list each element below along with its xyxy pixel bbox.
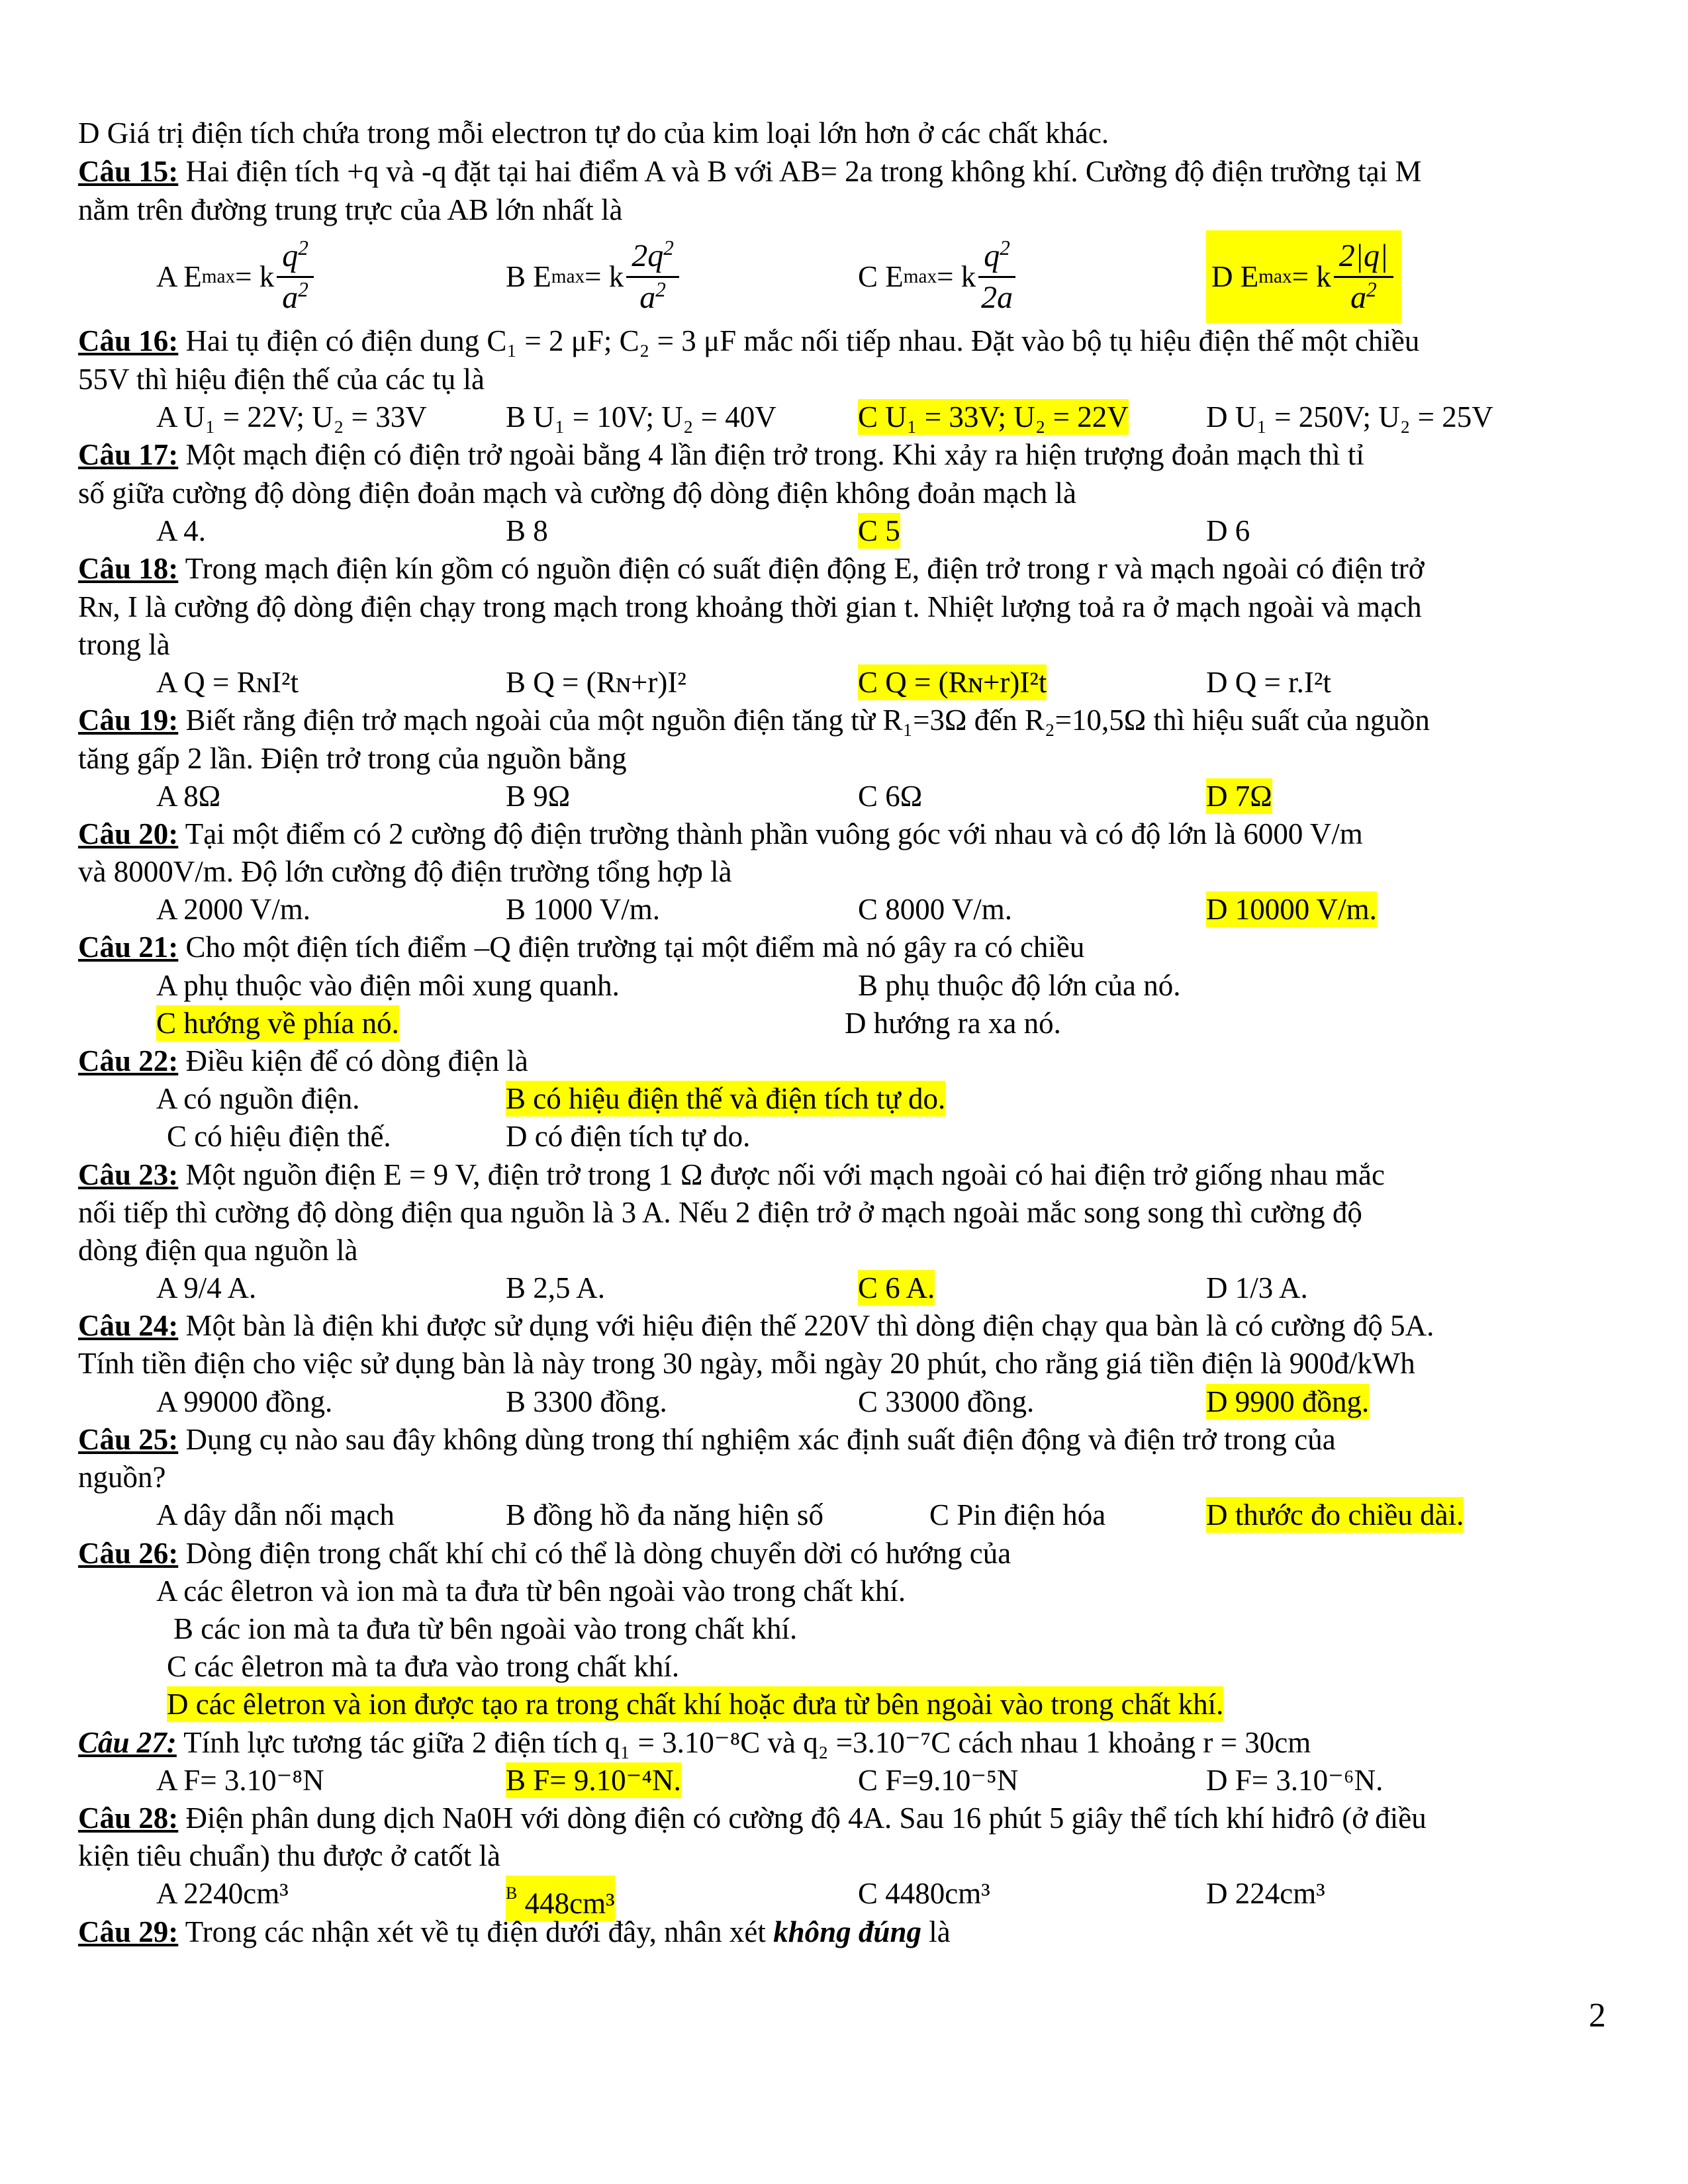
question-24-line2: Tính tiền điện cho việc sử dụng bàn là này trong 30 ngày, mỗi ngày 20 phút, cho rằng giá tiền điện là 900đ/kWh <box>78 1347 1415 1380</box>
question-23: Câu 23: Một nguồn điện E = 9 V, điện trở trong 1 Ω được nối với mạch ngoài có hai điện trở giống nhau mắc <box>78 1158 1385 1191</box>
question-15: Câu 15: Hai điện tích +q và -q đặt tại hai điểm A và B với AB= 2a trong không khí. Cường độ điện trường tại M <box>78 155 1422 188</box>
question-label: Câu 15: <box>78 155 179 188</box>
q17-option-b: B 8 <box>506 514 548 547</box>
question-25-line2: nguồn? <box>78 1461 166 1494</box>
q19-option-b: B 9Ω <box>506 780 571 813</box>
q23-option-a: A 9/4 A. <box>156 1271 257 1304</box>
question-16: Câu 16: Hai tụ điện có điện dung C₁ = 2 μF; C₂ = 3 μF mắc nối tiếp nhau. Đặt vào bộ tụ hiệu điện thế một chiều <box>78 324 1420 357</box>
q27-option-c: C F=9.10⁻⁵N <box>858 1764 1019 1797</box>
q18-option-c-answer: C Q = (Rɴ+r)I²t <box>858 666 1047 699</box>
q19-option-d-answer: D 7Ω <box>1206 780 1272 813</box>
q18-option-d: D Q = r.I²t <box>1206 666 1331 699</box>
q25-option-b: B đồng hồ đa năng hiện số <box>506 1498 823 1531</box>
q27-option-d: D F= 3.10⁻⁶N. <box>1206 1764 1383 1797</box>
q23-option-c-answer: C 6 A. <box>858 1271 935 1304</box>
question-23-line2: nối tiếp thì cường độ dòng điện qua nguồn là 3 A. Nếu 2 điện trở ở mạch ngoài mắc song song thì cường độ <box>78 1196 1362 1229</box>
question-23-line3: dòng điện qua nguồn là <box>78 1234 358 1267</box>
q26-option-d-answer: D các êletron và ion được tạo ra trong chất khí hoặc đưa từ bên ngoài vào trong chất khí. <box>167 1688 1224 1721</box>
q24-option-b: B 3300 đồng. <box>506 1385 667 1418</box>
q23-option-b: B 2,5 A. <box>506 1271 606 1304</box>
question-18-line3: trong là <box>78 628 170 661</box>
q20-option-c: C 8000 V/m. <box>858 893 1012 926</box>
q26-option-a: A các êletron và ion mà ta đưa từ bên ngoài vào trong chất khí. <box>156 1574 906 1608</box>
question-26: Câu 26: Dòng điện trong chất khí chỉ có thể là dòng chuyển dời có hướng của <box>78 1537 1011 1570</box>
page-number: 2 <box>1589 1997 1606 2034</box>
question-19: Câu 19: Biết rằng điện trở mạch ngoài của một nguồn điện tăng từ R₁=3Ω đến R₂=10,5Ω thì hiệu suất của nguồn <box>78 704 1430 737</box>
q20-option-d-answer: D 10000 V/m. <box>1206 893 1377 926</box>
question-20-line2: và 8000V/m. Độ lớn cường độ điện trường tổng hợp là <box>78 855 732 888</box>
q21-option-c-answer: C hướng về phía nó. <box>156 1007 399 1040</box>
q17-option-a: A 4. <box>156 514 207 547</box>
q28-option-b-answer: $^B$ 448cm³ <box>506 1876 615 1921</box>
q21-option-b: B phụ thuộc độ lớn của nó. <box>858 969 1181 1002</box>
q17-option-d: D 6 <box>1206 514 1250 547</box>
question-17-line2: số giữa cường độ dòng điện đoản mạch và cường độ dòng điện không đoản mạch là <box>78 477 1076 510</box>
q28-option-d: D 224cm³ <box>1206 1877 1325 1910</box>
question-24: Câu 24: Một bàn là điện khi được sử dụng với hiệu điện thế 220V thì dòng điện chạy qua bàn là có cường độ 5A. <box>78 1309 1434 1342</box>
question-28-line2: kiện tiêu chuẩn) thu được ở catốt là <box>78 1839 501 1872</box>
question-27: Câu 27: Tính lực tương tác giữa 2 điện tích q₁ = 3.10⁻⁸C và q₂ =3.10⁻⁷C cách nhau 1 khoảng r = 30cm <box>78 1726 1311 1759</box>
q19-option-c: C 6Ω <box>858 780 923 813</box>
q28-option-a: A 2240cm³ <box>156 1877 289 1910</box>
q25-option-d-answer: D thước đo chiều dài. <box>1206 1498 1464 1531</box>
q19-option-a: A 8Ω <box>156 780 221 813</box>
q26-option-b: B các ion mà ta đưa từ bên ngoài vào trong chất khí. <box>173 1612 798 1645</box>
question-19-line2: tăng gấp 2 lần. Điện trở trong của nguồn bằng <box>78 742 627 775</box>
q15-option-c: C E max = k $\frac{q^2}{2a}$ <box>858 230 1018 323</box>
q22-option-a: A có nguồn điện. <box>156 1082 360 1115</box>
question-15-line2: nằm trên đường trung trực của AB lớn nhất là <box>78 193 623 226</box>
q18-option-a: A Q = RɴI²t <box>156 666 299 699</box>
question-21: Câu 21: Cho một điện tích điểm –Q điện trường tại một điểm mà nó gây ra có chiều <box>78 931 1085 964</box>
q21-option-d: D hướng ra xa nó. <box>845 1007 1061 1040</box>
q22-option-d: D có điện tích tự do. <box>506 1120 751 1153</box>
q20-option-a: A 2000 V/m. <box>156 893 310 926</box>
question-22: Câu 22: Điều kiện để có dòng điện là <box>78 1044 528 1077</box>
q25-option-a: A dây dẫn nối mạch <box>156 1498 395 1531</box>
q24-option-a: A 99000 đồng. <box>156 1385 333 1418</box>
q24-option-c: C 33000 đồng. <box>858 1385 1035 1418</box>
q15-option-d-answer: D E max = k $\frac{2|q|}{a^2}$ <box>1206 230 1401 323</box>
question-18: Câu 18: Trong mạch điện kín gồm có nguồn điện có suất điện động E, điện trở trong r và mạch ngoài có điện trở <box>78 552 1425 585</box>
q16-option-d: D U₁ = 250V; U₂ = 25V <box>1206 400 1493 433</box>
q25-option-c: C Pin điện hóa <box>929 1498 1106 1531</box>
q16-option-c-answer: C U₁ = 33V; U₂ = 22V <box>858 400 1129 433</box>
q16-option-a: A U₁ = 22V; U₂ = 33V <box>156 400 427 433</box>
q22-option-c: C có hiệu điện thế. <box>167 1120 391 1153</box>
q15-option-b: B E max = k $\frac{2q^2}{a^2}$ <box>506 230 682 323</box>
q20-option-b: B 1000 V/m. <box>506 893 660 926</box>
q17-option-c-answer: C 5 <box>858 514 900 547</box>
q23-option-d: D 1/3 A. <box>1206 1271 1308 1304</box>
q18-option-b: B Q = (Rɴ+r)I² <box>506 666 686 699</box>
question-17: Câu 17: Một mạch điện có điện trở ngoài bằng 4 lần điện trở trong. Khi xảy ra hiện trượng đoản mạch thì tỉ <box>78 438 1364 471</box>
q21-option-a: A phụ thuộc vào điện môi xung quanh. <box>156 969 620 1002</box>
question-18-line2: Rɴ, I là cường độ dòng điện chạy trong mạch trong khoảng thời gian t. Nhiệt lượng toả ra ở mạch ngoài và mạch <box>78 590 1422 623</box>
intro-line: D Giá trị điện tích chứa trong mỗi electron tự do của kim loại lớn hơn ở các chất khác. <box>78 116 1109 150</box>
question-16-line2: 55V thì hiệu điện thế của các tụ là <box>78 363 485 396</box>
q27-option-b-answer: B F= 9.10⁻⁴N. <box>506 1764 681 1797</box>
q26-option-c: C các êletron mà ta đưa vào trong chất khí. <box>167 1650 680 1683</box>
q15-option-a: A E max = k $\frac{q^2}{a^2}$ <box>156 230 316 323</box>
q22-option-b-answer: B có hiệu điện thế và điện tích tự do. <box>506 1082 946 1115</box>
q16-option-b: B U₁ = 10V; U₂ = 40V <box>506 400 776 433</box>
question-28: Câu 28: Điện phân dung dịch Na0H với dòng điện có cường độ 4A. Sau 16 phút 5 giây thể tích khí hiđrô (ở điều <box>78 1801 1427 1835</box>
question-25: Câu 25: Dụng cụ nào sau đây không dùng trong thí nghiệm xác định suất điện động và điện trở trong của <box>78 1423 1336 1456</box>
q28-option-c: C 4480cm³ <box>858 1877 990 1910</box>
question-20: Câu 20: Tại một điểm có 2 cường độ điện trường thành phần vuông góc với nhau và có độ lớn là 6000 V/m <box>78 817 1363 850</box>
question-29: Câu 29: Trong các nhận xét về tụ điện dưới đây, nhân xét không đúng là <box>78 1915 951 1948</box>
q24-option-d-answer: D 9900 đồng. <box>1206 1385 1370 1418</box>
q27-option-a: A F= 3.10⁻⁸N <box>156 1764 324 1797</box>
